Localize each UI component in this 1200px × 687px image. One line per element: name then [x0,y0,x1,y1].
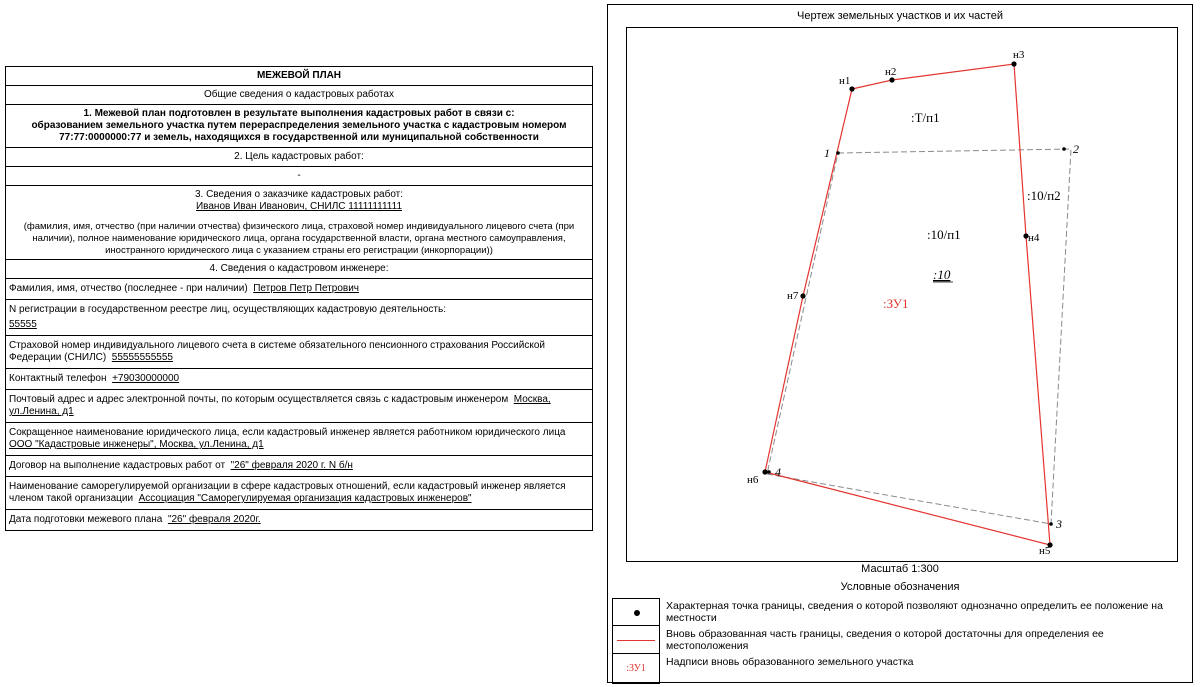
address-value-1: Москва, [513,394,551,405]
date-label: Дата подготовки межевого плана [9,514,163,525]
general-header: Общие сведения о кадастровых работах [6,86,592,105]
sro-row [6,477,592,510]
drawing-title: Чертеж земельных участков и их частей [797,10,1003,22]
address-label: Почтовый адрес и адрес электронной почты, по которым осуществляется связь с кадастровым инженером [9,394,509,405]
phone-label: Контактный телефон [9,373,107,384]
point-1-label: 1 [824,146,830,160]
point-2-label: 2 [1073,142,1079,156]
plot-frame [626,27,1178,562]
reason-line1: 1. Межевой план подготовлен в результате выполнения кадастровых работ в связи с: [83,108,515,119]
red-line-icon [617,640,655,641]
contract-value: "26" февраля 2020 г. N б/н [230,460,353,471]
point-n5-label: н5 [1039,545,1051,557]
drawing-panel [607,4,1193,683]
label-10-p2: :10/п2 [1027,188,1061,203]
name-value: Петров Петр Петрович [253,283,360,294]
legend-line-symbol [612,626,660,654]
legend-point-text: Характерная точка границы, сведения о которой позволяют однозначно определить ее положение на местности [666,600,1163,624]
legend-line-text: Вновь образованная часть границы, сведения о которой достаточны для определения ее местоположения [666,628,1104,652]
point-n6-marker [762,469,767,474]
point-n7-label: н7 [787,290,799,302]
org-label: Сокращенное наименование юридического лица, если кадастровый инженер является работником юридического лица [9,427,566,438]
point-n2-marker [889,77,894,82]
point-4-label: 4 [775,465,781,479]
phone-value: +79030000000 [112,373,180,384]
contract-row [6,456,592,477]
point-n4-label: н4 [1028,232,1040,244]
date-value: "26" февраля 2020г. [167,514,261,525]
legend [612,598,1190,684]
sro-label: Наименование саморегулируемой организации в сфере кадастровых отношений, если кадастровый инженер является членом такой организации [9,481,566,504]
engineer-name-row [6,279,592,300]
point-n7-marker [800,293,805,298]
org-value: ООО "Кадастровые инженеры", Москва, ул.Ленина, д1 [9,439,264,450]
address-row [6,390,592,423]
legend-point-symbol [612,598,660,626]
customer-note: (фамилия, имя, отчество (при наличии отчества) физического лица, страховой номер индивидуального лицевого счета (при наличии), полное наименование юридического лица, органа государственной власти, органа местного самоуправления, иностранного юридического лица с указанием страны его регистрации (инкорпорации)) [23,221,575,256]
customer-section [6,186,592,260]
point-4-marker [767,470,771,474]
point-3-marker [1049,522,1053,526]
label-t-p1: :Т/п1 [911,110,940,125]
legend-label-symbol [612,654,660,684]
point-marker-icon [634,610,640,616]
reason-line2: образованием земельного участка путем перераспределения земельного участка с кадастровым номером 77:77:0000000:77 и земель, находящихся в государственной или муниципальной собственности [31,120,567,143]
point-3-label: 3 [1056,517,1062,531]
address-value-2: ул.Ленина, д1 [9,406,74,417]
purpose-value: - [6,167,592,186]
engineer-header: 4. Сведения о кадастровом инженере: [6,260,592,279]
name-label: Фамилия, имя, отчество (последнее - при наличии) [9,283,248,294]
point-1-marker [836,151,840,155]
contract-label: Договор на выполнение кадастровых работ от [9,460,226,471]
label-zu1: :ЗУ1 [883,296,909,311]
legend-label-symbol-text: :ЗУ1 [626,663,646,674]
phone-row [6,369,592,390]
point-n1-label: н1 [839,75,851,87]
label-10: :10 [933,267,951,282]
registration-row [6,300,592,336]
label-10-p1: :10/п1 [927,227,961,242]
legend-row-line [612,626,1190,654]
reg-label: N регистрации в государственном реестре лиц, осуществляющих кадастровую деятельность: [9,304,446,315]
parcel-drawing [627,28,1179,563]
point-n3-label: н3 [1013,49,1025,61]
snils-label: Страховой номер индивидуального лицевого счета в системе обязательного пенсионного страхования Российской Федерации (СНИЛС) [9,340,545,363]
snils-row [6,336,592,369]
boundary-plan-table [5,66,593,531]
existing-boundary [767,149,1071,524]
plan-title: МЕЖЕВОЙ ПЛАН [6,67,592,86]
point-n2-label: н2 [885,66,897,78]
legend-row-point [612,598,1190,626]
date-row [6,510,592,530]
reg-value: 55555 [9,319,37,330]
purpose-header: 2. Цель кадастровых работ: [6,148,592,167]
legend-row-label [612,654,1190,684]
legend-label-text: Надписи вновь образованного земельного участка [666,656,914,668]
customer-value: Иванов Иван Иванович, СНИЛС 11111111111 [195,201,403,212]
organization-row [6,423,592,456]
point-2-marker [1062,147,1066,151]
customer-header: 3. Сведения о заказчике кадастровых работ: [194,189,404,200]
point-n3-marker [1011,61,1016,66]
reason-section [6,105,592,148]
point-n1-marker [849,86,854,91]
legend-title: Условные обозначения [840,581,960,593]
sro-value: Ассоциация "Саморегулируемая организация кадастровых инженеров" [138,493,472,504]
scale-label: Масштаб 1:300 [861,563,939,575]
point-n6-label: н6 [747,474,759,486]
snils-value: 55555555555 [111,352,173,363]
